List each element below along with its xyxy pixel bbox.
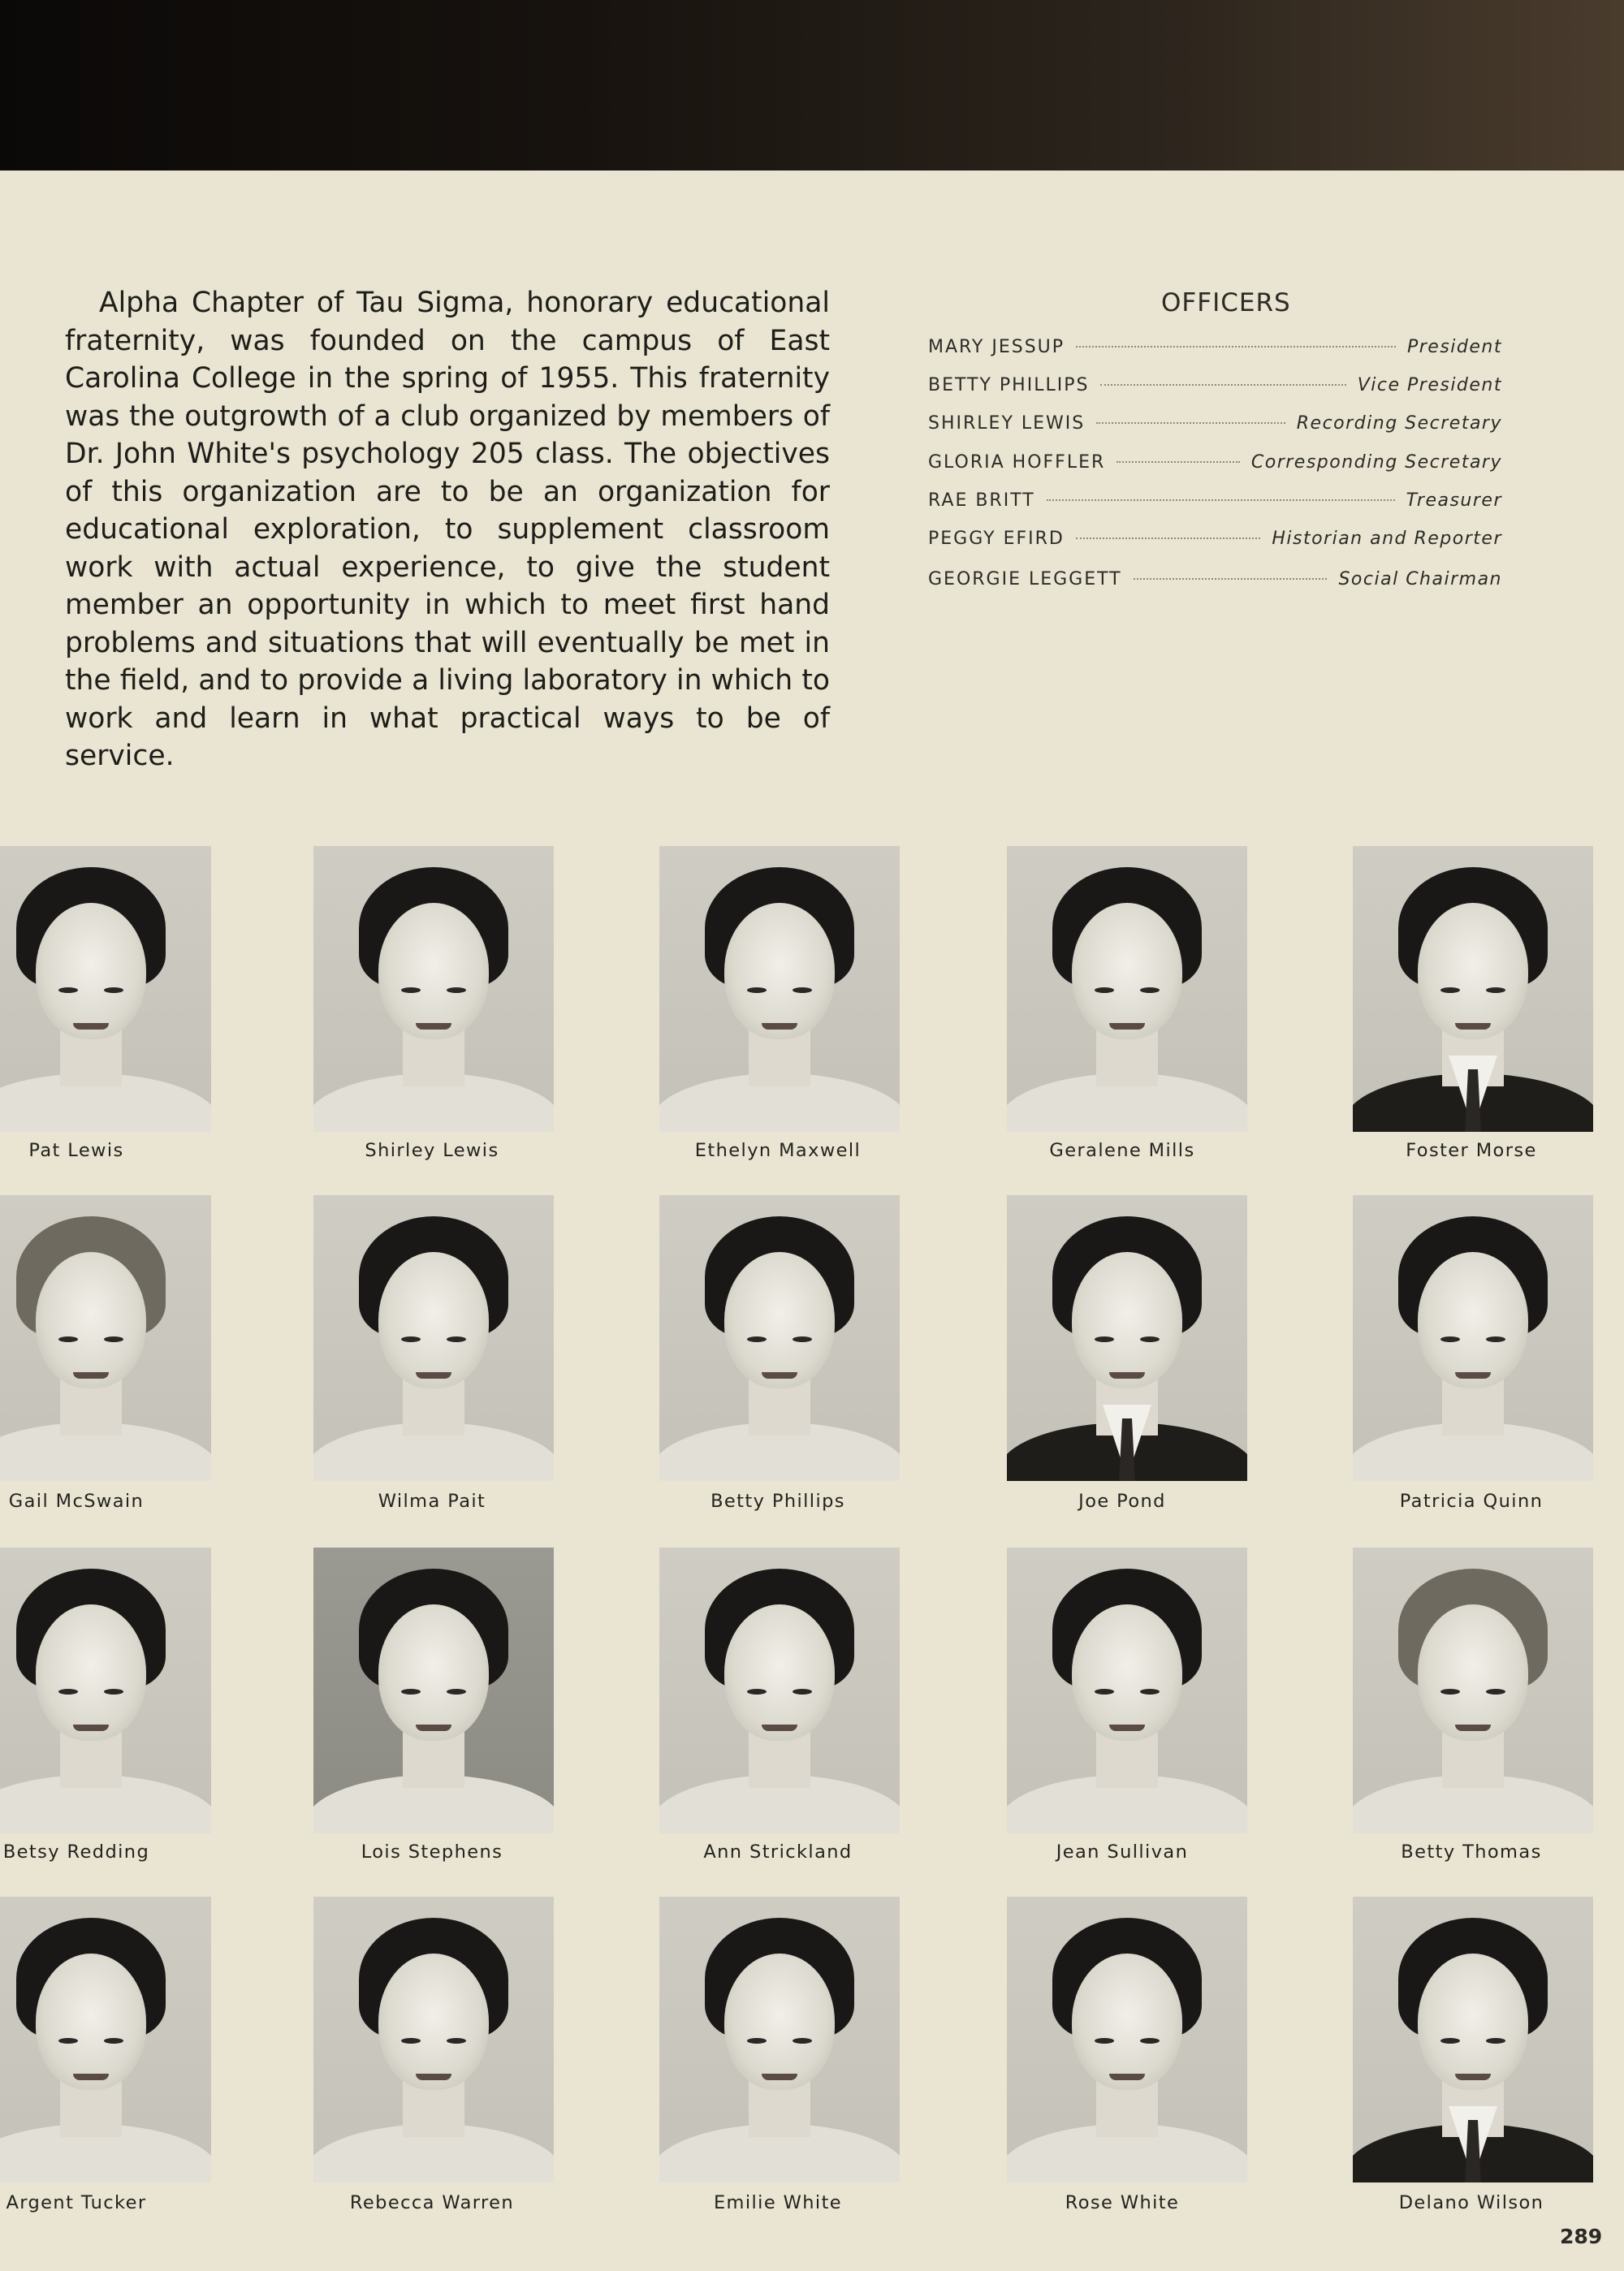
portrait-mouth xyxy=(416,1725,451,1731)
portrait-eye xyxy=(793,987,812,993)
officer-row xyxy=(928,452,1502,478)
officer-title: Treasurer xyxy=(1406,490,1502,511)
member-name-caption: Betty Phillips xyxy=(710,1491,845,1512)
member-name-caption: Argent Tucker xyxy=(6,2192,147,2213)
portrait-eye xyxy=(104,2038,123,2044)
portrait-eye xyxy=(1095,1336,1114,1342)
officers-heading: OFFICERS xyxy=(1161,288,1291,317)
member-portrait xyxy=(313,1548,554,1833)
portrait-face xyxy=(724,1604,835,1741)
member-portrait xyxy=(659,846,900,1132)
member-name-caption: Betsy Redding xyxy=(2,1841,150,1863)
portrait-eye xyxy=(58,987,78,993)
portrait-face xyxy=(1072,1954,1182,2090)
officer-title: Corresponding Secretary xyxy=(1250,452,1502,473)
portrait-mouth xyxy=(1455,1023,1491,1030)
member-name-caption: Jean Sullivan xyxy=(1056,1841,1189,1863)
member-name-caption: Joe Pond xyxy=(1078,1491,1166,1512)
portrait-eye xyxy=(104,1336,123,1342)
leader-dots xyxy=(1076,346,1396,348)
officer-name: GEORGIE LEGGETT xyxy=(928,569,1122,589)
portrait-eye xyxy=(401,1689,421,1695)
portrait-face xyxy=(36,1954,146,2090)
officer-row xyxy=(928,529,1502,555)
portrait-eye xyxy=(401,1336,421,1342)
member-portrait xyxy=(0,1548,211,1833)
member-portrait xyxy=(1353,1548,1593,1833)
portrait-face xyxy=(378,1252,489,1388)
member-portrait xyxy=(1007,846,1247,1132)
officer-title: President xyxy=(1407,337,1502,357)
portrait-mouth xyxy=(416,1372,451,1379)
member-name-caption: Geralene Mills xyxy=(1049,1140,1195,1161)
leader-dots xyxy=(1076,538,1260,539)
member-portrait xyxy=(659,1897,900,2182)
portrait-eye xyxy=(793,1336,812,1342)
portrait-eye xyxy=(401,987,421,993)
portrait-mouth xyxy=(762,1372,797,1379)
portrait-mouth xyxy=(1455,1372,1491,1379)
portrait-mouth xyxy=(762,1023,797,1030)
portrait-eye xyxy=(793,2038,812,2044)
officer-name: RAE BRITT xyxy=(928,490,1035,511)
portrait-eye xyxy=(1140,1336,1160,1342)
member-portrait xyxy=(659,1195,900,1481)
portrait-face xyxy=(378,1954,489,2090)
leader-dots xyxy=(1047,499,1395,501)
portrait-face xyxy=(1418,1954,1528,2090)
leader-dots xyxy=(1134,578,1328,580)
page-number: 289 xyxy=(1560,2225,1603,2248)
portrait-eye xyxy=(104,987,123,993)
portrait-face xyxy=(724,1252,835,1388)
member-name-caption: Emilie White xyxy=(713,2192,843,2213)
member-portrait xyxy=(1353,1897,1593,2182)
member-name-caption: Shirley Lewis xyxy=(365,1140,499,1161)
officer-title: Historian and Reporter xyxy=(1272,529,1502,549)
member-name-caption: Rebecca Warren xyxy=(349,2192,515,2213)
portrait-face xyxy=(1418,1252,1528,1388)
member-portrait xyxy=(1007,1548,1247,1833)
portrait-eye xyxy=(1440,1336,1460,1342)
portrait-eye xyxy=(1440,987,1460,993)
member-name-caption: Pat Lewis xyxy=(28,1140,124,1161)
officer-title: Vice President xyxy=(1357,375,1502,395)
portrait-mouth xyxy=(73,1372,109,1379)
portrait-eye xyxy=(104,1689,123,1695)
portrait-eye xyxy=(1140,1689,1160,1695)
portrait-mouth xyxy=(1109,2074,1145,2080)
portrait-eye xyxy=(447,1689,466,1695)
portrait-eye xyxy=(58,2038,78,2044)
member-portrait xyxy=(313,1897,554,2182)
officer-row xyxy=(928,375,1502,401)
portrait-mouth xyxy=(1455,1725,1491,1731)
member-name-caption: Ethelyn Maxwell xyxy=(694,1140,862,1161)
intro-paragraph: Alpha Chapter of Tau Sigma, honorary educational fraternity, was founded on the campus of East Carolina College in the spring of 1955. This fraternity was the outgrowth of a club organized by members of Dr. John White's psychology 205 class. The objectives of this organization are to be an organization for educational exploration, to supplement classroom work with actual experience, to give the student member an opportunity in which to meet first hand problems and situations that will eventually be met in the field, and to provide a living laboratory in which to work and learn in what practical ways to be of service. xyxy=(65,287,830,772)
portrait-eye xyxy=(401,2038,421,2044)
member-portrait xyxy=(313,846,554,1132)
portrait-face xyxy=(724,1954,835,2090)
member-name-caption: Betty Thomas xyxy=(1401,1841,1542,1863)
portrait-face xyxy=(378,1604,489,1741)
member-portrait xyxy=(1353,846,1593,1132)
portrait-face xyxy=(724,903,835,1039)
officer-name: BETTY PHILLIPS xyxy=(928,375,1090,395)
portrait-eye xyxy=(793,1689,812,1695)
portrait-eye xyxy=(1440,1689,1460,1695)
portrait-mouth xyxy=(1109,1725,1145,1731)
portrait-face xyxy=(36,1604,146,1741)
officer-title: Social Chairman xyxy=(1338,569,1502,589)
portrait-mouth xyxy=(762,1725,797,1731)
member-portrait xyxy=(0,846,211,1132)
officer-title: Recording Secretary xyxy=(1296,413,1502,434)
officer-name: MARY JESSUP xyxy=(928,337,1065,357)
portrait-eye xyxy=(1095,2038,1114,2044)
portrait-face xyxy=(378,903,489,1039)
officer-row xyxy=(928,569,1502,595)
portrait-mouth xyxy=(1455,2074,1491,2080)
portrait-mouth xyxy=(416,2074,451,2080)
member-name-caption: Foster Morse xyxy=(1406,1140,1537,1161)
portrait-eye xyxy=(447,987,466,993)
portrait-eye xyxy=(1140,2038,1160,2044)
portrait-eye xyxy=(58,1336,78,1342)
member-portrait xyxy=(1007,1897,1247,2182)
portrait-eye xyxy=(747,987,767,993)
portrait-face xyxy=(36,1252,146,1388)
member-name-caption: Ann Strickland xyxy=(703,1841,853,1863)
portrait-eye xyxy=(1095,987,1114,993)
portrait-face xyxy=(1418,903,1528,1039)
portrait-eye xyxy=(1486,987,1505,993)
portrait-eye xyxy=(1095,1689,1114,1695)
portrait-face xyxy=(1418,1604,1528,1741)
leader-dots xyxy=(1100,384,1345,386)
header-photo-band xyxy=(0,0,1624,171)
portrait-mouth xyxy=(73,1023,109,1030)
member-name-caption: Delano Wilson xyxy=(1398,2192,1544,2213)
portrait-face xyxy=(1072,903,1182,1039)
portrait-eye xyxy=(747,1336,767,1342)
member-name-caption: Gail McSwain xyxy=(8,1491,145,1512)
member-name-caption: Wilma Pait xyxy=(378,1491,486,1512)
portrait-mouth xyxy=(416,1023,451,1030)
member-portrait xyxy=(1007,1195,1247,1481)
officer-row xyxy=(928,413,1502,439)
portrait-eye xyxy=(1486,2038,1505,2044)
portrait-eye xyxy=(447,1336,466,1342)
officer-row xyxy=(928,490,1502,516)
portrait-face xyxy=(1072,1604,1182,1741)
portrait-mouth xyxy=(1109,1372,1145,1379)
member-name-caption: Lois Stephens xyxy=(361,1841,503,1863)
portrait-mouth xyxy=(73,1725,109,1731)
member-name-caption: Patricia Quinn xyxy=(1399,1491,1544,1512)
member-portrait xyxy=(1353,1195,1593,1481)
member-portrait xyxy=(0,1897,211,2182)
member-portrait xyxy=(313,1195,554,1481)
officer-name: SHIRLEY LEWIS xyxy=(928,413,1086,434)
portrait-mouth xyxy=(762,2074,797,2080)
leader-dots xyxy=(1096,422,1285,424)
member-portrait xyxy=(659,1548,900,1833)
officer-name: PEGGY EFIRD xyxy=(928,529,1065,549)
member-name-caption: Rose White xyxy=(1065,2192,1180,2213)
portrait-face xyxy=(1072,1252,1182,1388)
officer-name: GLORIA HOFFLER xyxy=(928,452,1106,473)
portrait-eye xyxy=(58,1689,78,1695)
member-portrait xyxy=(0,1195,211,1481)
portrait-eye xyxy=(447,2038,466,2044)
leader-dots xyxy=(1116,461,1240,463)
portrait-face xyxy=(36,903,146,1039)
portrait-eye xyxy=(1140,987,1160,993)
portrait-eye xyxy=(1486,1336,1505,1342)
portrait-mouth xyxy=(1109,1023,1145,1030)
portrait-eye xyxy=(747,2038,767,2044)
portrait-eye xyxy=(1486,1689,1505,1695)
portrait-eye xyxy=(747,1689,767,1695)
portrait-mouth xyxy=(73,2074,109,2080)
portrait-eye xyxy=(1440,2038,1460,2044)
officer-row xyxy=(928,337,1502,363)
